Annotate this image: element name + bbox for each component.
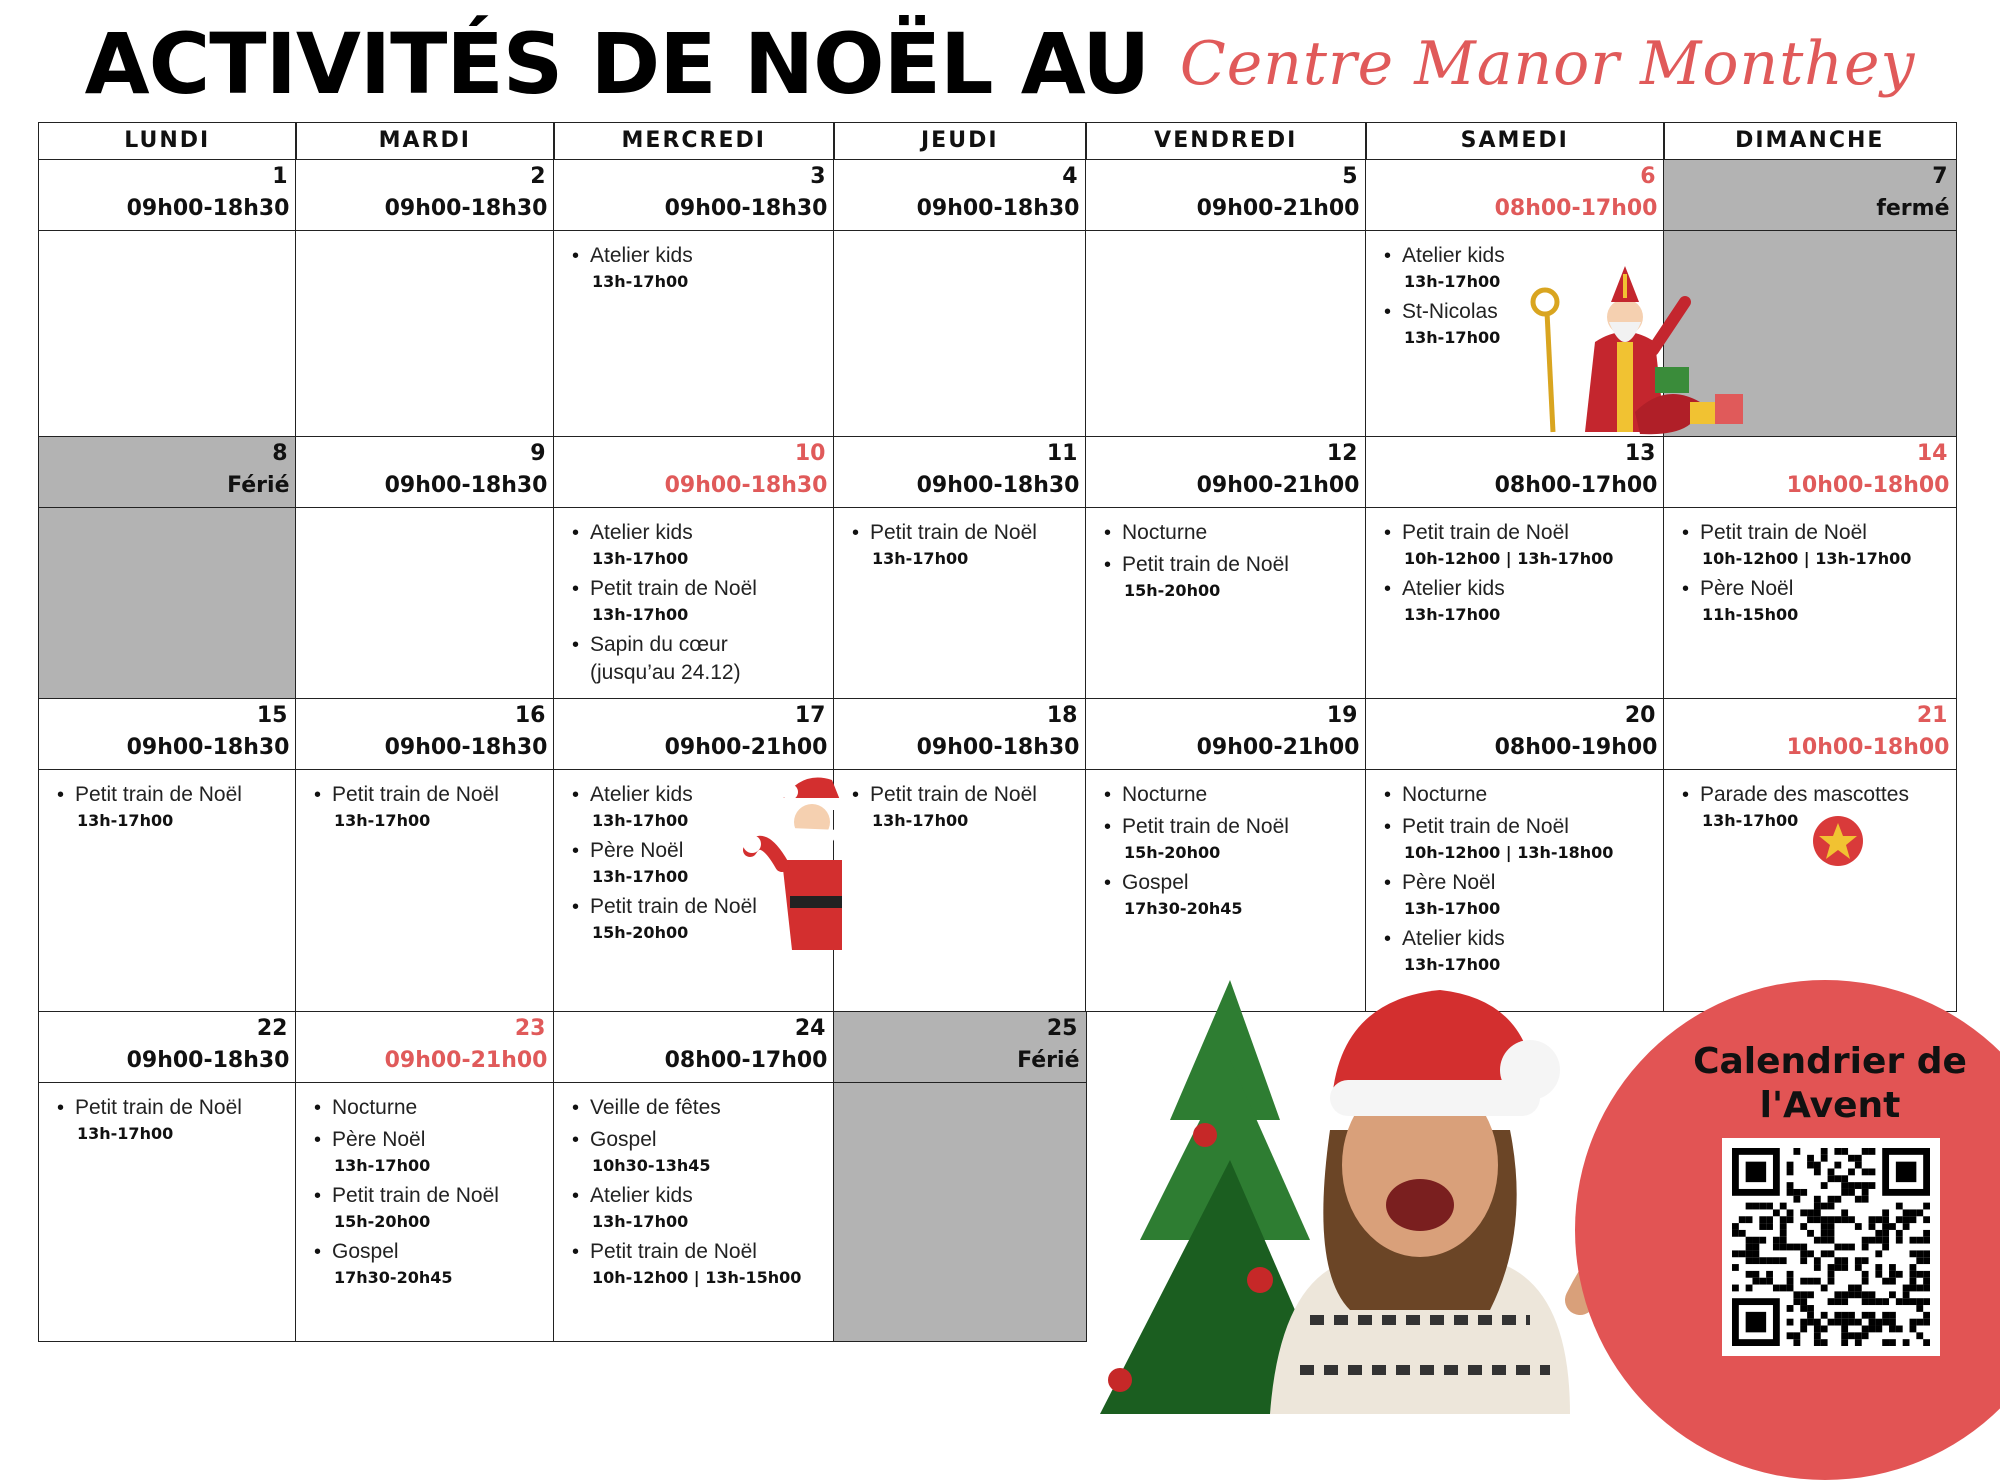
day-number: 6 bbox=[1640, 163, 1656, 189]
activity-item bbox=[572, 242, 830, 294]
activity-time: 13h-17h00 bbox=[77, 810, 174, 830]
day-number: 15 bbox=[256, 702, 288, 728]
opening-hours: 09h00-18h30 bbox=[384, 472, 548, 498]
activity-item bbox=[572, 1238, 830, 1290]
opening-hours: 09h00-21h00 bbox=[1196, 734, 1360, 760]
activity-item bbox=[314, 1126, 550, 1178]
activity-time: 13h-17h00 bbox=[334, 1155, 431, 1175]
day-cell bbox=[1663, 698, 1957, 1013]
day-number: 10 bbox=[794, 440, 826, 466]
activity-item bbox=[1384, 813, 1660, 865]
activity-time: 13h-17h00 bbox=[872, 548, 969, 568]
day-cell bbox=[38, 698, 297, 1013]
activity-item bbox=[314, 1182, 550, 1234]
day-number: 1 bbox=[272, 163, 288, 189]
opening-hours: 09h00-18h30 bbox=[384, 195, 548, 221]
day-cell bbox=[295, 1011, 555, 1343]
day-header-box bbox=[296, 160, 554, 231]
activity-list bbox=[1104, 519, 1362, 607]
day-cell bbox=[38, 1011, 297, 1343]
activity-name: • Atelier kids bbox=[1402, 576, 1505, 600]
activity-name: • Petit train de Noël bbox=[590, 894, 757, 918]
activity-name: • Gospel bbox=[1122, 870, 1189, 894]
day-number: 24 bbox=[794, 1015, 826, 1041]
opening-hours: 09h00-21h00 bbox=[384, 1047, 548, 1073]
opening-hours: 10h00-18h00 bbox=[1786, 734, 1950, 760]
day-number: 13 bbox=[1624, 440, 1656, 466]
activity-name: • Petit train de Noël bbox=[870, 520, 1037, 544]
day-number: 7 bbox=[1932, 163, 1948, 189]
day-cell bbox=[38, 436, 297, 700]
activity-time: 13h-17h00 bbox=[592, 1211, 689, 1231]
day-cell bbox=[1365, 698, 1665, 1013]
activity-time: 13h-17h00 bbox=[592, 866, 689, 886]
day-header: DIMANCHE bbox=[1663, 122, 1957, 160]
activity-time: 11h-15h00 bbox=[1702, 604, 1799, 624]
activity-time: 15h-20h00 bbox=[1124, 842, 1221, 862]
day-header-box bbox=[554, 699, 834, 770]
day-cell bbox=[833, 698, 1087, 1013]
activity-item bbox=[1104, 869, 1362, 921]
activity-name: • Petit train de Noël bbox=[870, 782, 1037, 806]
activity-item bbox=[1682, 519, 1952, 571]
day-number: 8 bbox=[272, 440, 288, 466]
day-number: 21 bbox=[1916, 702, 1948, 728]
day-cell bbox=[1663, 436, 1957, 700]
day-header-box bbox=[296, 699, 554, 770]
activity-item bbox=[1384, 925, 1660, 977]
activity-time: 13h-17h00 bbox=[1702, 810, 1799, 830]
activity-list bbox=[57, 781, 292, 837]
day-header-box bbox=[834, 437, 1086, 508]
day-header-box bbox=[1086, 160, 1366, 231]
day-cell bbox=[295, 159, 555, 438]
activity-name: • Atelier kids bbox=[590, 243, 693, 267]
advent-calendar-title: Calendrier de l'Avent bbox=[1693, 1041, 1967, 1126]
opening-hours: 09h00-18h30 bbox=[126, 195, 290, 221]
activity-name: • Petit train de Noël bbox=[1402, 520, 1569, 544]
day-cell bbox=[833, 159, 1087, 438]
activity-time: 13h-17h00 bbox=[1404, 954, 1501, 974]
activity-item bbox=[572, 575, 830, 627]
day-header-box bbox=[39, 699, 296, 770]
activity-name: • Gospel bbox=[590, 1127, 657, 1151]
day-header-box bbox=[1664, 160, 1956, 231]
title-location: Centre Manor Monthey bbox=[1179, 29, 1916, 99]
activity-item bbox=[572, 631, 830, 687]
qr-code-icon[interactable] bbox=[1722, 1138, 1940, 1356]
opening-hours: 09h00-21h00 bbox=[1196, 195, 1360, 221]
activity-list bbox=[572, 519, 830, 691]
day-header-box bbox=[554, 437, 834, 508]
activity-list bbox=[1682, 519, 1952, 631]
activity-name: • Père Noël bbox=[1402, 870, 1496, 894]
activity-name: • Atelier kids bbox=[1402, 243, 1505, 267]
day-cell bbox=[1085, 698, 1367, 1013]
activity-item bbox=[572, 519, 830, 571]
activity-time: 13h-17h00 bbox=[1404, 604, 1501, 624]
day-number: 17 bbox=[794, 702, 826, 728]
day-number: 18 bbox=[1046, 702, 1078, 728]
opening-hours: fermé bbox=[1876, 195, 1950, 221]
day-header-box bbox=[1366, 160, 1664, 231]
opening-hours: 09h00-18h30 bbox=[664, 195, 828, 221]
activity-time: 13h-17h00 bbox=[592, 271, 689, 291]
activity-item bbox=[572, 1126, 830, 1178]
day-header: SAMEDI bbox=[1365, 122, 1665, 160]
activity-time: 13h-17h00 bbox=[592, 810, 689, 830]
activity-item bbox=[572, 1182, 830, 1234]
activity-list bbox=[852, 519, 1082, 575]
woman-with-christmas-tree-illustration bbox=[1010, 980, 1660, 1414]
activity-list bbox=[314, 781, 550, 837]
activity-list bbox=[852, 781, 1082, 837]
activity-item bbox=[314, 1238, 550, 1290]
day-number: 11 bbox=[1046, 440, 1078, 466]
day-cell bbox=[1085, 436, 1367, 700]
star-icon bbox=[1812, 815, 1864, 867]
day-header: MARDI bbox=[295, 122, 555, 160]
activity-name: • Père Noël bbox=[590, 838, 684, 862]
opening-hours: 09h00-18h30 bbox=[664, 472, 828, 498]
day-header-box bbox=[296, 437, 554, 508]
activity-name: • Nocturne bbox=[1122, 520, 1208, 544]
activity-time: 10h30-13h45 bbox=[592, 1155, 711, 1175]
activity-name: • St-Nicolas bbox=[1402, 299, 1498, 323]
day-cell bbox=[295, 436, 555, 700]
santa-claus-icon bbox=[742, 770, 842, 960]
day-header: MERCREDI bbox=[553, 122, 835, 160]
day-header-box bbox=[39, 160, 296, 231]
activity-item bbox=[852, 781, 1082, 833]
activity-name: • Gospel bbox=[332, 1239, 399, 1263]
opening-hours: 09h00-18h30 bbox=[126, 1047, 290, 1073]
day-header-box bbox=[834, 160, 1086, 231]
activity-time: 13h-17h00 bbox=[1404, 327, 1501, 347]
day-header-box bbox=[1086, 437, 1366, 508]
saint-nicolas-icon bbox=[1525, 262, 1765, 437]
activity-time: 17h30-20h45 bbox=[334, 1267, 453, 1287]
opening-hours: 09h00-18h30 bbox=[384, 734, 548, 760]
title-main: ACTIVITÉS DE NOËL AU bbox=[84, 15, 1150, 113]
activity-item bbox=[57, 1094, 292, 1146]
activity-time: 10h-12h00 | 13h-15h00 bbox=[592, 1267, 802, 1287]
activity-item bbox=[1104, 813, 1362, 865]
day-header-box bbox=[39, 437, 296, 508]
opening-hours: 09h00-18h30 bbox=[916, 472, 1080, 498]
activity-name: • Atelier kids bbox=[590, 520, 693, 544]
activity-name: • Atelier kids bbox=[590, 782, 693, 806]
day-header: JEUDI bbox=[833, 122, 1087, 160]
opening-hours: 09h00-18h30 bbox=[126, 734, 290, 760]
activity-time: 13h-17h00 bbox=[592, 548, 689, 568]
activity-name: • Atelier kids bbox=[1402, 926, 1505, 950]
activity-time: 13h-17h00 bbox=[334, 810, 431, 830]
opening-hours: 08h00-19h00 bbox=[1494, 734, 1658, 760]
activity-name: • Petit train de Noël bbox=[332, 782, 499, 806]
day-number: 9 bbox=[530, 440, 546, 466]
activity-list bbox=[572, 242, 830, 298]
day-number: 16 bbox=[514, 702, 546, 728]
activity-time: 10h-12h00 | 13h-18h00 bbox=[1404, 842, 1614, 862]
day-header-box bbox=[1086, 699, 1366, 770]
day-header-box bbox=[1664, 699, 1956, 770]
activity-name: • Petit train de Noël bbox=[75, 1095, 242, 1119]
day-cell bbox=[38, 159, 297, 438]
activity-name: • Petit train de Noël bbox=[1122, 814, 1289, 838]
activity-time: 17h30-20h45 bbox=[1124, 898, 1243, 918]
activity-time: 13h-17h00 bbox=[592, 604, 689, 624]
activity-item bbox=[1682, 575, 1952, 627]
day-number: 14 bbox=[1916, 440, 1948, 466]
page-title bbox=[0, 14, 2000, 114]
activity-item bbox=[57, 781, 292, 833]
activity-name: • Atelier kids bbox=[590, 1183, 693, 1207]
day-number: 4 bbox=[1062, 163, 1078, 189]
activity-item bbox=[1104, 551, 1362, 603]
activity-name: • Nocturne bbox=[1122, 782, 1208, 806]
day-header-box bbox=[1366, 437, 1664, 508]
day-number: 3 bbox=[810, 163, 826, 189]
opening-hours: 10h00-18h00 bbox=[1786, 472, 1950, 498]
activity-item bbox=[314, 781, 550, 833]
activity-name: • Sapin du cœur bbox=[590, 632, 728, 656]
day-number: 25 bbox=[1046, 1015, 1078, 1041]
activity-item bbox=[572, 1094, 830, 1122]
activity-time: 13h-17h00 bbox=[77, 1123, 174, 1143]
day-cell bbox=[553, 436, 835, 700]
activity-time: 15h-20h00 bbox=[334, 1211, 431, 1231]
activity-time: 13h-17h00 bbox=[872, 810, 969, 830]
opening-hours: 09h00-21h00 bbox=[1196, 472, 1360, 498]
opening-hours: Férié bbox=[1017, 1047, 1080, 1073]
day-header-box bbox=[554, 1012, 834, 1083]
activity-list bbox=[57, 1094, 292, 1150]
activity-name: • Père Noël bbox=[332, 1127, 426, 1151]
day-cell bbox=[1365, 436, 1665, 700]
activity-list bbox=[1384, 781, 1660, 981]
activity-list bbox=[1104, 781, 1362, 925]
activity-time: 13h-17h00 bbox=[1404, 898, 1501, 918]
activity-item bbox=[1104, 781, 1362, 809]
activity-name: • Petit train de Noël bbox=[590, 1239, 757, 1263]
activity-item bbox=[1384, 781, 1660, 809]
activity-time: 13h-17h00 bbox=[1404, 271, 1501, 291]
day-header-box bbox=[1664, 437, 1956, 508]
day-number: 5 bbox=[1342, 163, 1358, 189]
day-header-box bbox=[1366, 699, 1664, 770]
opening-hours: 09h00-18h30 bbox=[916, 195, 1080, 221]
activity-item bbox=[1384, 575, 1660, 627]
activity-name: • Petit train de Noël bbox=[75, 782, 242, 806]
day-header: LUNDI bbox=[38, 122, 297, 160]
day-header-box bbox=[296, 1012, 554, 1083]
day-cell bbox=[833, 436, 1087, 700]
opening-hours: 08h00-17h00 bbox=[1494, 472, 1658, 498]
opening-hours: 08h00-17h00 bbox=[664, 1047, 828, 1073]
activity-time: 15h-20h00 bbox=[1124, 580, 1221, 600]
activity-item bbox=[1104, 519, 1362, 547]
opening-hours: 09h00-21h00 bbox=[664, 734, 828, 760]
activity-name: • Petit train de Noël bbox=[1122, 552, 1289, 576]
activity-name: • Nocturne bbox=[1402, 782, 1488, 806]
activity-item bbox=[1384, 519, 1660, 571]
activity-item bbox=[852, 519, 1082, 571]
activity-note: (jusqu’au 24.12) bbox=[590, 660, 741, 684]
day-number: 19 bbox=[1326, 702, 1358, 728]
activity-list bbox=[314, 1094, 550, 1294]
activity-list bbox=[572, 1094, 830, 1294]
day-cell bbox=[295, 698, 555, 1013]
activity-name: • Petit train de Noël bbox=[1402, 814, 1569, 838]
activity-name: • Nocturne bbox=[332, 1095, 418, 1119]
activity-name: • Petit train de Noël bbox=[1700, 520, 1867, 544]
activity-name: • Petit train de Noël bbox=[332, 1183, 499, 1207]
day-header-box bbox=[554, 160, 834, 231]
opening-hours: 08h00-17h00 bbox=[1494, 195, 1658, 221]
activity-item bbox=[1384, 869, 1660, 921]
activity-item bbox=[314, 1094, 550, 1122]
activity-name: • Parade des mascottes bbox=[1700, 782, 1909, 806]
activity-list bbox=[1384, 519, 1660, 631]
opening-hours: 09h00-18h30 bbox=[916, 734, 1080, 760]
day-number: 20 bbox=[1624, 702, 1656, 728]
day-cell bbox=[553, 159, 835, 438]
day-number: 22 bbox=[256, 1015, 288, 1041]
day-header: VENDREDI bbox=[1085, 122, 1367, 160]
day-header-box bbox=[39, 1012, 296, 1083]
day-header-box bbox=[834, 699, 1086, 770]
activity-time: 15h-20h00 bbox=[592, 922, 689, 942]
activity-time: 10h-12h00 | 13h-17h00 bbox=[1702, 548, 1912, 568]
activity-name: • Veille de fêtes bbox=[590, 1095, 721, 1119]
day-number: 23 bbox=[514, 1015, 546, 1041]
day-cell bbox=[553, 1011, 835, 1343]
day-cell bbox=[1085, 159, 1367, 438]
activity-name: • Père Noël bbox=[1700, 576, 1794, 600]
activity-name: • Petit train de Noël bbox=[590, 576, 757, 600]
opening-hours: Férié bbox=[227, 472, 290, 498]
day-number: 2 bbox=[530, 163, 546, 189]
activity-time: 10h-12h00 | 13h-17h00 bbox=[1404, 548, 1614, 568]
day-number: 12 bbox=[1326, 440, 1358, 466]
